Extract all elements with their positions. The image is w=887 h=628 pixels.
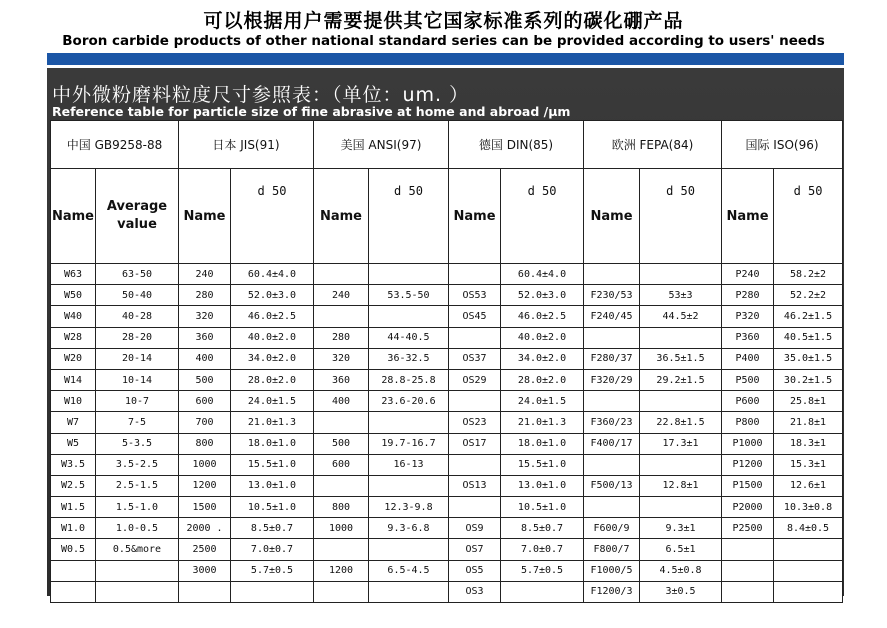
table-cell: 15.3±1 xyxy=(774,454,843,475)
table-cell: 320 xyxy=(314,348,369,369)
table-cell: 500 xyxy=(179,369,231,390)
table-cell: 1.5-1.0 xyxy=(96,497,179,518)
table-cell: 360 xyxy=(314,369,369,390)
table-cell: F280/37 xyxy=(584,348,640,369)
table-cell: 10.5±1.0 xyxy=(231,497,314,518)
table-cell xyxy=(449,391,501,412)
table-cell: 40.0±2.0 xyxy=(231,327,314,348)
table-cell: F1200/3 xyxy=(584,581,640,602)
table-cell: 500 xyxy=(314,433,369,454)
table-cell xyxy=(584,454,640,475)
table-cell: P1500 xyxy=(722,475,774,496)
table-cell: 400 xyxy=(314,391,369,412)
table-cell: OS53 xyxy=(449,285,501,306)
table-cell: 53.5-50 xyxy=(369,285,449,306)
table-cell: 5.7±0.5 xyxy=(231,560,314,581)
table-cell: 58.2±2 xyxy=(774,264,843,285)
table-cell: 28-20 xyxy=(96,327,179,348)
table-cell xyxy=(584,497,640,518)
column-header-name: Name xyxy=(584,169,640,264)
table-cell xyxy=(640,497,722,518)
table-cell xyxy=(231,581,314,602)
table-cell: 3.5-2.5 xyxy=(96,454,179,475)
table-cell: 7.0±0.7 xyxy=(501,539,584,560)
standard-header-usa: 美国 ANSI(97) xyxy=(314,121,449,169)
table-cell: F1000/5 xyxy=(584,560,640,581)
table-cell: 21.0±1.3 xyxy=(231,412,314,433)
table-cell: 700 xyxy=(179,412,231,433)
table-cell: F320/29 xyxy=(584,369,640,390)
table-cell: 34.0±2.0 xyxy=(231,348,314,369)
column-header-d50: d 50 xyxy=(640,169,722,264)
standard-header-japan: 日本 JIS(91) xyxy=(179,121,314,169)
page-title-en: Boron carbide products of other national standard series can be provided according to users' needs xyxy=(62,33,825,49)
table-cell: 50-40 xyxy=(96,285,179,306)
table-cell: 52.0±3.0 xyxy=(231,285,314,306)
table-cell: 52.2±2 xyxy=(774,285,843,306)
table-cell: OS29 xyxy=(449,369,501,390)
table-cell: W0.5 xyxy=(51,539,96,560)
table-cell: OS17 xyxy=(449,433,501,454)
table-cell: 10.3±0.8 xyxy=(774,497,843,518)
table-cell: 15.5±1.0 xyxy=(501,454,584,475)
table-cell xyxy=(314,475,369,496)
table-cell xyxy=(774,581,843,602)
table-cell: 240 xyxy=(179,264,231,285)
table-cell xyxy=(314,306,369,327)
table-cell: 46.0±2.5 xyxy=(231,306,314,327)
table-cell: 28.8-25.8 xyxy=(369,369,449,390)
table-cell: 12.3-9.8 xyxy=(369,497,449,518)
table-cell: 13.0±1.0 xyxy=(501,475,584,496)
table-cell: 20-14 xyxy=(96,348,179,369)
column-header-d50: d 50 xyxy=(501,169,584,264)
table-cell: 36.5±1.5 xyxy=(640,348,722,369)
table-cell: 53±3 xyxy=(640,285,722,306)
standard-header-iso: 国际 ISO(96) xyxy=(722,121,843,169)
table-cell: 12.8±1 xyxy=(640,475,722,496)
table-cell: 44.5±2 xyxy=(640,306,722,327)
table-cell: 4.5±0.8 xyxy=(640,560,722,581)
table-cell: 24.0±1.5 xyxy=(501,391,584,412)
table-cell: 35.0±1.5 xyxy=(774,348,843,369)
table-cell: 40.5±1.5 xyxy=(774,327,843,348)
table-cell: 2500 xyxy=(179,539,231,560)
column-header-d50: d 50 xyxy=(369,169,449,264)
table-cell xyxy=(501,581,584,602)
table-cell: 12.6±1 xyxy=(774,475,843,496)
table-cell: 8.4±0.5 xyxy=(774,518,843,539)
table-cell: 21.8±1 xyxy=(774,412,843,433)
table-cell: OS23 xyxy=(449,412,501,433)
table-cell: P500 xyxy=(722,369,774,390)
table-cell: 1.0-0.5 xyxy=(96,518,179,539)
table-cell: 1500 xyxy=(179,497,231,518)
table-cell: F230/53 xyxy=(584,285,640,306)
table-row xyxy=(51,327,843,348)
table-cell: OS3 xyxy=(449,581,501,602)
table-cell: W20 xyxy=(51,348,96,369)
page-title-zh: 可以根据用户需要提供其它国家标准系列的碳化硼产品 xyxy=(203,10,684,32)
table-cell xyxy=(369,412,449,433)
table-cell: P800 xyxy=(722,412,774,433)
table-cell: F600/9 xyxy=(584,518,640,539)
table-cell: 44-40.5 xyxy=(369,327,449,348)
table-cell: W28 xyxy=(51,327,96,348)
table-cell: 7.0±0.7 xyxy=(231,539,314,560)
table-cell: 600 xyxy=(179,391,231,412)
table-cell: 40-28 xyxy=(96,306,179,327)
table-row xyxy=(51,391,843,412)
table-cell: 10.5±1.0 xyxy=(501,497,584,518)
table-cell xyxy=(722,560,774,581)
table-cell xyxy=(314,264,369,285)
table-cell: F400/17 xyxy=(584,433,640,454)
table-cell: 9.3-6.8 xyxy=(369,518,449,539)
table-row xyxy=(51,518,843,539)
table-cell: W3.5 xyxy=(51,454,96,475)
table-cell: P2500 xyxy=(722,518,774,539)
table-cell: 28.0±2.0 xyxy=(501,369,584,390)
table-cell: 5-3.5 xyxy=(96,433,179,454)
table-cell: 18.0±1.0 xyxy=(501,433,584,454)
table-cell xyxy=(584,264,640,285)
table-cell xyxy=(51,560,96,581)
table-row xyxy=(51,264,843,285)
table-cell: 40.0±2.0 xyxy=(501,327,584,348)
table-body xyxy=(51,264,843,603)
table-cell: 36-32.5 xyxy=(369,348,449,369)
column-header-name: Name xyxy=(449,169,501,264)
column-header-name: Name xyxy=(179,169,231,264)
table-cell: 280 xyxy=(314,327,369,348)
table-cell: W50 xyxy=(51,285,96,306)
table-cell: 10-7 xyxy=(96,391,179,412)
table-cell: 13.0±1.0 xyxy=(231,475,314,496)
table-cell: OS7 xyxy=(449,539,501,560)
table-row xyxy=(51,475,843,496)
table-cell: 25.8±1 xyxy=(774,391,843,412)
table-cell: 28.0±2.0 xyxy=(231,369,314,390)
table-cell: 8.5±0.7 xyxy=(231,518,314,539)
table-row xyxy=(51,560,843,581)
table-cell: P2000 xyxy=(722,497,774,518)
table-cell: P240 xyxy=(722,264,774,285)
table-cell: W10 xyxy=(51,391,96,412)
table-cell xyxy=(449,327,501,348)
table-cell xyxy=(722,539,774,560)
table-row xyxy=(51,412,843,433)
column-header-name: Name xyxy=(51,169,96,264)
table-cell xyxy=(179,581,231,602)
table-heading-zh: 中外微粉磨料粒度尺寸参照表：（单位：um. ） xyxy=(52,84,470,106)
table-cell: F360/23 xyxy=(584,412,640,433)
table-cell xyxy=(314,581,369,602)
table-row xyxy=(51,306,843,327)
standard-header-china: 中国 GB9258-88 xyxy=(51,121,179,169)
table-row xyxy=(51,581,843,602)
table-cell: 1000 xyxy=(179,454,231,475)
table-cell: W40 xyxy=(51,306,96,327)
table-row xyxy=(51,285,843,306)
table-cell: 3±0.5 xyxy=(640,581,722,602)
table-cell: 800 xyxy=(179,433,231,454)
table-cell xyxy=(369,475,449,496)
table-cell xyxy=(314,539,369,560)
table-cell xyxy=(722,581,774,602)
table-cell xyxy=(369,264,449,285)
table-cell: 63-50 xyxy=(96,264,179,285)
table-cell: W1.5 xyxy=(51,497,96,518)
table-cell: 2000 . xyxy=(179,518,231,539)
table-cell xyxy=(314,412,369,433)
table-cell: 7-5 xyxy=(96,412,179,433)
table-cell: 3000 xyxy=(179,560,231,581)
table-row xyxy=(51,369,843,390)
table-cell xyxy=(96,581,179,602)
table-cell xyxy=(640,327,722,348)
table-cell xyxy=(640,391,722,412)
table-cell: P360 xyxy=(722,327,774,348)
column-header-name: Name xyxy=(314,169,369,264)
table-cell: P280 xyxy=(722,285,774,306)
table-cell: 29.2±1.5 xyxy=(640,369,722,390)
table-cell: 46.0±2.5 xyxy=(501,306,584,327)
table-cell: 16-13 xyxy=(369,454,449,475)
table-cell: 6.5±1 xyxy=(640,539,722,560)
table-cell: 6.5-4.5 xyxy=(369,560,449,581)
table-row xyxy=(51,433,843,454)
table-row xyxy=(51,497,843,518)
table-cell: 1200 xyxy=(314,560,369,581)
table-cell xyxy=(584,327,640,348)
table-cell: 34.0±2.0 xyxy=(501,348,584,369)
table-cell: 17.3±1 xyxy=(640,433,722,454)
table-cell xyxy=(96,560,179,581)
table-cell: 2.5-1.5 xyxy=(96,475,179,496)
table-cell: P400 xyxy=(722,348,774,369)
table-cell: 24.0±1.5 xyxy=(231,391,314,412)
table-cell: 23.6-20.6 xyxy=(369,391,449,412)
table-cell xyxy=(369,581,449,602)
table-cell: 9.3±1 xyxy=(640,518,722,539)
table-cell: 15.5±1.0 xyxy=(231,454,314,475)
table-cell: P1000 xyxy=(722,433,774,454)
table-cell: P320 xyxy=(722,306,774,327)
table-cell xyxy=(640,264,722,285)
table-cell: P600 xyxy=(722,391,774,412)
table-cell xyxy=(51,581,96,602)
standard-header-germany: 德国 DIN(85) xyxy=(449,121,584,169)
column-header-d50: d 50 xyxy=(231,169,314,264)
table-cell: 0.5&more xyxy=(96,539,179,560)
table-cell: 800 xyxy=(314,497,369,518)
table-cell: 1000 xyxy=(314,518,369,539)
table-cell: 18.0±1.0 xyxy=(231,433,314,454)
table-cell xyxy=(449,264,501,285)
table-cell: W63 xyxy=(51,264,96,285)
standard-header-europe: 欧洲 FEPA(84) xyxy=(584,121,722,169)
table-cell: OS37 xyxy=(449,348,501,369)
column-header-average-value: Average value xyxy=(96,169,179,264)
divider-bar xyxy=(47,53,844,65)
table-cell: 22.8±1.5 xyxy=(640,412,722,433)
table-cell: F240/45 xyxy=(584,306,640,327)
table-cell: 8.5±0.7 xyxy=(501,518,584,539)
column-header-d50: d 50 xyxy=(774,169,843,264)
table-cell: 19.7-16.7 xyxy=(369,433,449,454)
table-cell: 5.7±0.5 xyxy=(501,560,584,581)
table-cell: 18.3±1 xyxy=(774,433,843,454)
table-cell: 240 xyxy=(314,285,369,306)
table-row xyxy=(51,348,843,369)
table-cell xyxy=(640,454,722,475)
table-cell: W14 xyxy=(51,369,96,390)
table-cell xyxy=(449,497,501,518)
table-cell: P1200 xyxy=(722,454,774,475)
table-cell: 21.0±1.3 xyxy=(501,412,584,433)
table-cell: 60.4±4.0 xyxy=(231,264,314,285)
table-cell: W7 xyxy=(51,412,96,433)
table-cell: F500/13 xyxy=(584,475,640,496)
table-cell: W1.0 xyxy=(51,518,96,539)
table-cell: OS13 xyxy=(449,475,501,496)
table-cell xyxy=(449,454,501,475)
table-cell xyxy=(774,539,843,560)
table-cell xyxy=(584,391,640,412)
table-cell: 52.0±3.0 xyxy=(501,285,584,306)
table-cell: W2.5 xyxy=(51,475,96,496)
table-cell: 280 xyxy=(179,285,231,306)
table-row xyxy=(51,539,843,560)
table-cell: 60.4±4.0 xyxy=(501,264,584,285)
table-cell: 400 xyxy=(179,348,231,369)
table-cell: 1200 xyxy=(179,475,231,496)
table-cell: 600 xyxy=(314,454,369,475)
column-header-name: Name xyxy=(722,169,774,264)
table-cell: W5 xyxy=(51,433,96,454)
table-cell: 320 xyxy=(179,306,231,327)
table-cell xyxy=(774,560,843,581)
table-cell: 46.2±1.5 xyxy=(774,306,843,327)
table-cell: 360 xyxy=(179,327,231,348)
table-heading-en: Reference table for particle size of fine abrasive at home and abroad /μm xyxy=(52,104,571,119)
table-row xyxy=(51,454,843,475)
table-cell: 30.2±1.5 xyxy=(774,369,843,390)
particle-size-table xyxy=(50,120,843,603)
table-cell xyxy=(369,306,449,327)
table-cell: OS9 xyxy=(449,518,501,539)
table-cell xyxy=(369,539,449,560)
table-cell: F800/7 xyxy=(584,539,640,560)
table-cell: OS45 xyxy=(449,306,501,327)
table-cell: 10-14 xyxy=(96,369,179,390)
table-cell: OS5 xyxy=(449,560,501,581)
